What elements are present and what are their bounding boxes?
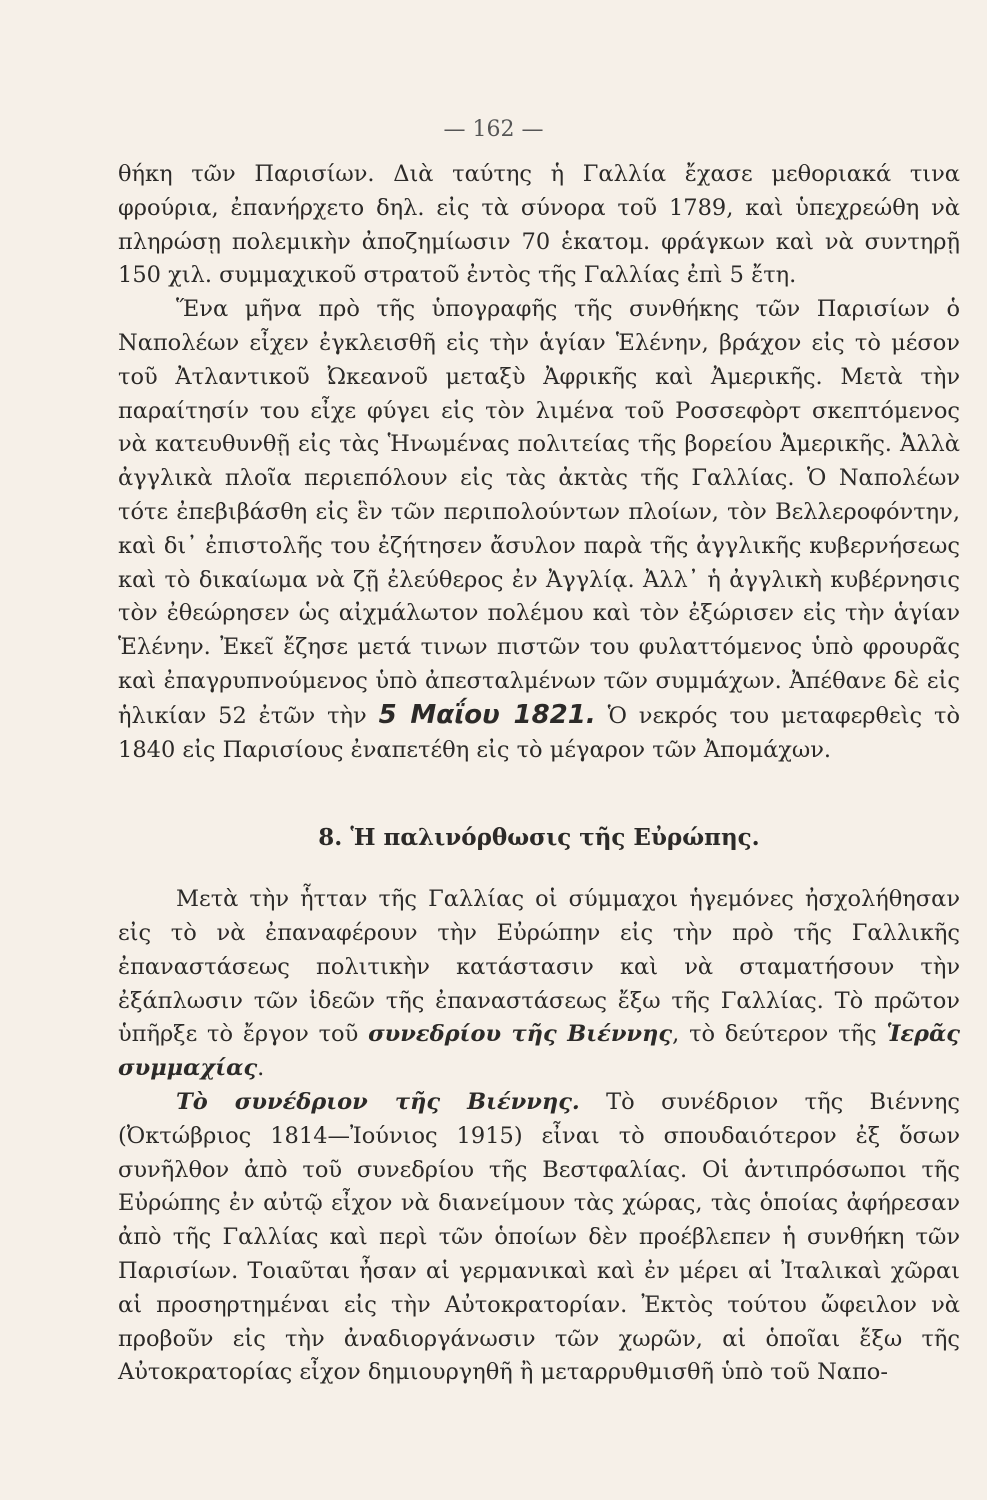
paragraph-text: Ἕνα μῆνα πρὸ τῆς ὑπογραφῆς τῆς συνθήκης τῶν Παρισίων ὁ Ναπολέων εἶχεν ἐγκλεισθῆ εἰς τὴν ἁγίαν Ἑλένην, βράχον εἰς τὸ μέσον τοῦ Ἀτλαντικοῦ Ὠκεανοῦ μεταξὺ Ἀφρικῆς καὶ Ἀμερικῆς. Μετὰ τὴν παραίτησίν του εἶχε φύγει εἰς τὸν λιμένα τοῦ Ροσσεφὸρτ σκεπτόμενος νὰ κατευθυνθῇ εἰς τὰς Ἡνωμένας πολιτείας τῆς βορείου Ἀμερικῆς. Ἀλλὰ ἀγγλικὰ πλοῖα περιεπόλουν εἰς τὰς ἀκτὰς τῆς Γαλλίας. Ὁ Ναπολέων τότε ἐπεβιβάσθη εἰς ἓν τῶν περιπολούντων πλοίων, τὸν Βελλεροφόντην, καὶ δι᾽ ἐπιστολῆς του ἐζήτησεν ἄσυλον παρὰ τῆς ἀγγλικῆς κυβερνήσεως καὶ τὸ δικαίωμα νὰ ζῇ ἐλεύθερος ἐν Ἀγγλίᾳ. Ἀλλ᾽ ἡ ἀγγλικὴ κυβέρνησις τὸν ἐθεώρησεν ὡς αἰχμάλωτον πολέμου καὶ τὸν ἐξώρισεν εἰς τὴν ἁγίαν Ἑλένην. Ἐκεῖ ἔζησε μετά τινων πιστῶν του φυλαττόμενος ὑπὸ φρουρᾶς καὶ ἐπαγρυπνούμενος ὑπὸ ἀπεσταλμένων τῶν συμμάχων. Ἀπέθανε δὲ εἰς ἡλικίαν 52 ἐτῶν τὴν [118,296,960,729]
paragraph-text: Μετὰ τὴν ἧτταν τῆς Γαλλίας οἱ σύμμαχοι ἡγεμόνες ἠσχολήθησαν εἰς τὸ νὰ ἐπαναφέρουν τὴν Εὐρώπην εἰς τὴν πρὸ τῆς Γαλλικῆς ἐπαναστάσεως πολιτικὴν κατάστασιν καὶ νὰ σταματήσουν τὴν ἐξάπλωσιν τῶν ἰδεῶν τῆς ἐπαναστάσεως ἔξω τῆς Γαλλίας. Τὸ πρῶτον ὑπῆρξε τὸ ἔργον τοῦ [118,886,960,1048]
paragraph-restoration [118,883,960,1086]
emphasis-holy-alliance: Ἱερᾶς συμμαχίας [118,1021,960,1082]
page-number: — 162 — [443,117,544,142]
paragraph-continuation: θήκη τῶν Παρισίων. Διὰ ταύτης ἡ Γαλλία ἔχασε μεθοριακά τινα φρούρια, ἐπανήρχετο δηλ. εἰς τὰ σύνορα τοῦ 1789, καὶ ὑπεχρεώθη νὰ πληρώσῃ πολεμικὴν ἀποζημίωσιν 70 ἑκατομ. φράγκων καὶ νὰ συντηρῇ 150 χιλ. συμμαχικοῦ στρατοῦ ἐντὸς τῆς Γαλλίας ἐπὶ 5 ἔτη. [118,161,960,289]
paragraph-text: , τὸ δεύτερον τῆς [672,1021,877,1048]
section-heading: 8. Ἡ παλινόρθωσις τῆς Εὐρώπης. [318,824,760,852]
paragraph-napoleon-exile [118,293,960,767]
paragraph-vienna-congress [118,1086,960,1390]
subheading-vienna-congress: Τὸ συνέδριον τῆς Βιέννης. [176,1088,580,1115]
body-text [118,158,960,1390]
death-date: 5 Μαΐου 1821. [378,699,596,730]
paragraph-text: Ὁ νεκρός του μεταφερθεὶς τὸ 1840 εἰς Παρισίους ἐναπετέθη εἰς τὸ μέγαρον τῶν Ἀπομάχων. [118,702,961,763]
emphasis-vienna-congress: συνεδρίου τῆς Βιέννης [368,1021,673,1048]
paragraph-text: . [257,1055,265,1082]
paragraph-text: Τὸ συνέδριον τῆς Βιέννης (Ὀκτώβριος 1814—Ἰούνιος 1915) εἶναι τὸ σπουδαιότερον ἐξ ὅσων συνῆλθον ἀπὸ τοῦ συνεδρίου τῆς Βεστφαλίας. Οἱ ἀντιπρόσωποι τῆς Εὐρώπης ἐν αὐτῷ εἶχον νὰ διανείμουν τὰς χώρας, τὰς ὁποίας ἀφήρεσαν ἀπὸ τῆς Γαλλίας καὶ περὶ τῶν ὁποίων δὲν προέβλεπεν ἡ συνθήκη τῶν Παρισίων. Τοιαῦται ἦσαν αἱ γερμανικαὶ καὶ ἐν μέρει αἱ Ἰταλικαὶ χῶραι αἱ προσηρτημέναι εἰς τὴν Αὐτοκρατορίαν. Ἐκτὸς τούτου ὤφειλον νὰ προβοῦν εἰς τὴν ἀναδιοργάνωσιν τῶν χωρῶν, αἱ ὁποῖαι ἔξω τῆς Αὐτοκρατορίας εἶχον δημιουργηθῆ ἢ μεταρρυθμισθῆ ὑπὸ τοῦ Ναπο- [118,1088,960,1386]
